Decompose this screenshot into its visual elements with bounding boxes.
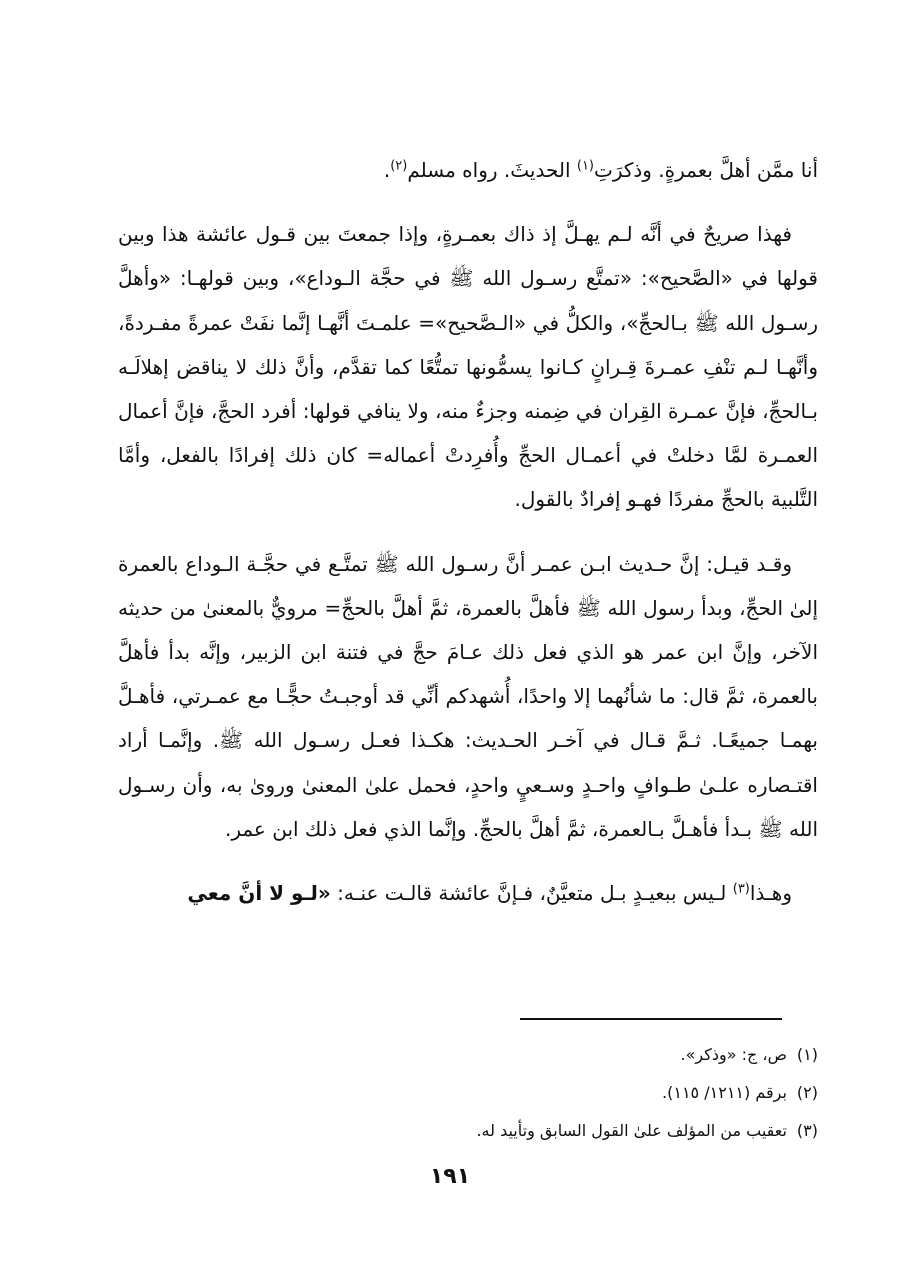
paragraph-1 <box>118 148 818 192</box>
footnote-ref-2: (٢) <box>390 158 408 174</box>
paragraph-1-text-b: الحديثَ. رواه مسلم <box>407 158 577 182</box>
footnote-3 <box>118 1112 818 1150</box>
paragraph-1-text-a: أنا ممَّن أهلَّ بعمرةٍ. وذكرَتِ <box>594 158 818 182</box>
paragraph-4-text-a: وهـذا <box>749 881 792 906</box>
footnote-number: (١) <box>796 1045 818 1064</box>
footnote-text: برقم (١٢١١/ ١١٥). <box>662 1083 787 1102</box>
footnote-number: (٢) <box>796 1083 818 1102</box>
paragraph-4-quote: «لـو لا أنَّ معي <box>187 881 331 906</box>
paragraph-4-text-b: لـيس ببعيـدٍ بـل متعيَّنٌ، فـإنَّ عائشة قالـت عنـه: <box>330 881 733 906</box>
main-text <box>118 148 818 935</box>
paragraph-4 <box>118 871 818 915</box>
paragraph-2: فهذا صريحٌ في أنَّه لـم يهـلَّ إذ ذاك بعمـرةٍ، وإذا جمعتَ بين قـول عائشة هذا وبين قولها في «الصَّحيح»: «تمتَّع رسـول الله ﷺ في حجَّة الـوداع»، وبين قولهـا: «وأهلَّ رسـول الله ﷺ بـالحجِّ»، والكلُّ في «الـصَّحيح»= علمـتَ أنَّهـا إنَّما نفَتْ عمرةً مفـردةً، وأنَّهـا لـم تنْفِ عمـرةَ قِـرانٍ كـانوا يسمُّونها تمتُّعًا كما تقدَّم، وأنَّ ذلك لا يناقض إهلالَـه بـالحجِّ، فإنَّ عمـرة القِران في ضِمنه وجزءٌ منه، ولا ينافي قولها: أفرد الحجَّ، فإنَّ أعمال العمـرة لمَّا دخلتْ في أعمـال الحجِّ وأُفرِدتْ أعماله= كان ذلك إفرادًا بالفعل، وأمَّا التَّلبية بالحجِّ مفردًا فهـو إفرادٌ بالقول. <box>118 222 818 512</box>
page-number: ١٩١ <box>429 1164 471 1189</box>
footnote-number: (٣) <box>796 1121 818 1140</box>
footnote-1 <box>118 1036 818 1074</box>
footnotes <box>118 1036 818 1150</box>
footnote-ref-3: (٣) <box>732 881 750 897</box>
paragraph-1-text-c: . <box>383 158 391 182</box>
footnote-2 <box>118 1074 818 1112</box>
footnote-separator <box>520 1018 782 1020</box>
footnote-text: ص، ج: «وذكر». <box>680 1045 787 1064</box>
paragraph-3: وقـد قيـل: إنَّ حـديث ابـن عمـر أنَّ رسـول الله ﷺ تمتَّـع في حجَّـة الـوداع بالعمرة إلىٰ الحجِّ، وبدأ رسول الله ﷺ فأهلَّ بالعمرة، ثمَّ أهلَّ بالحجِّ= مرويٌّ بالمعنىٰ من حديثه الآخر، وإنَّ ابن عمر هو الذي فعل ذلك عـامَ حجَّ في فتنة ابن الزبير، وإنَّه بدأ فأهلَّ بالعمرة، ثمَّ قال: ما شأنُهما إلا واحدًا، أُشهدكم أنِّي قد أوجبـتُ حجًّـا مع عمـرتي، فأهـلَّ بهمـا جميعًـا. ثـمَّ قـال في آخـر الحـديث: هكـذا فعـل رسـول الله ﷺ. وإنَّمـا أراد اقتـصاره علـىٰ طـوافٍ واحـدٍ وسـعيٍ واحدٍ، فحمل علىٰ المعنىٰ ورویٰ به، وأن رسـول الله ﷺ بـدأ فأهـلَّ بـالعمرة، ثمَّ أهلَّ بالحجِّ. وإنَّما الذي فعل ذلك ابن عمر. <box>118 551 818 841</box>
footnote-text: تعقيب من المؤلف علىٰ القول السابق وتأييد له. <box>476 1121 787 1140</box>
footnote-ref-1: (١) <box>576 158 594 174</box>
